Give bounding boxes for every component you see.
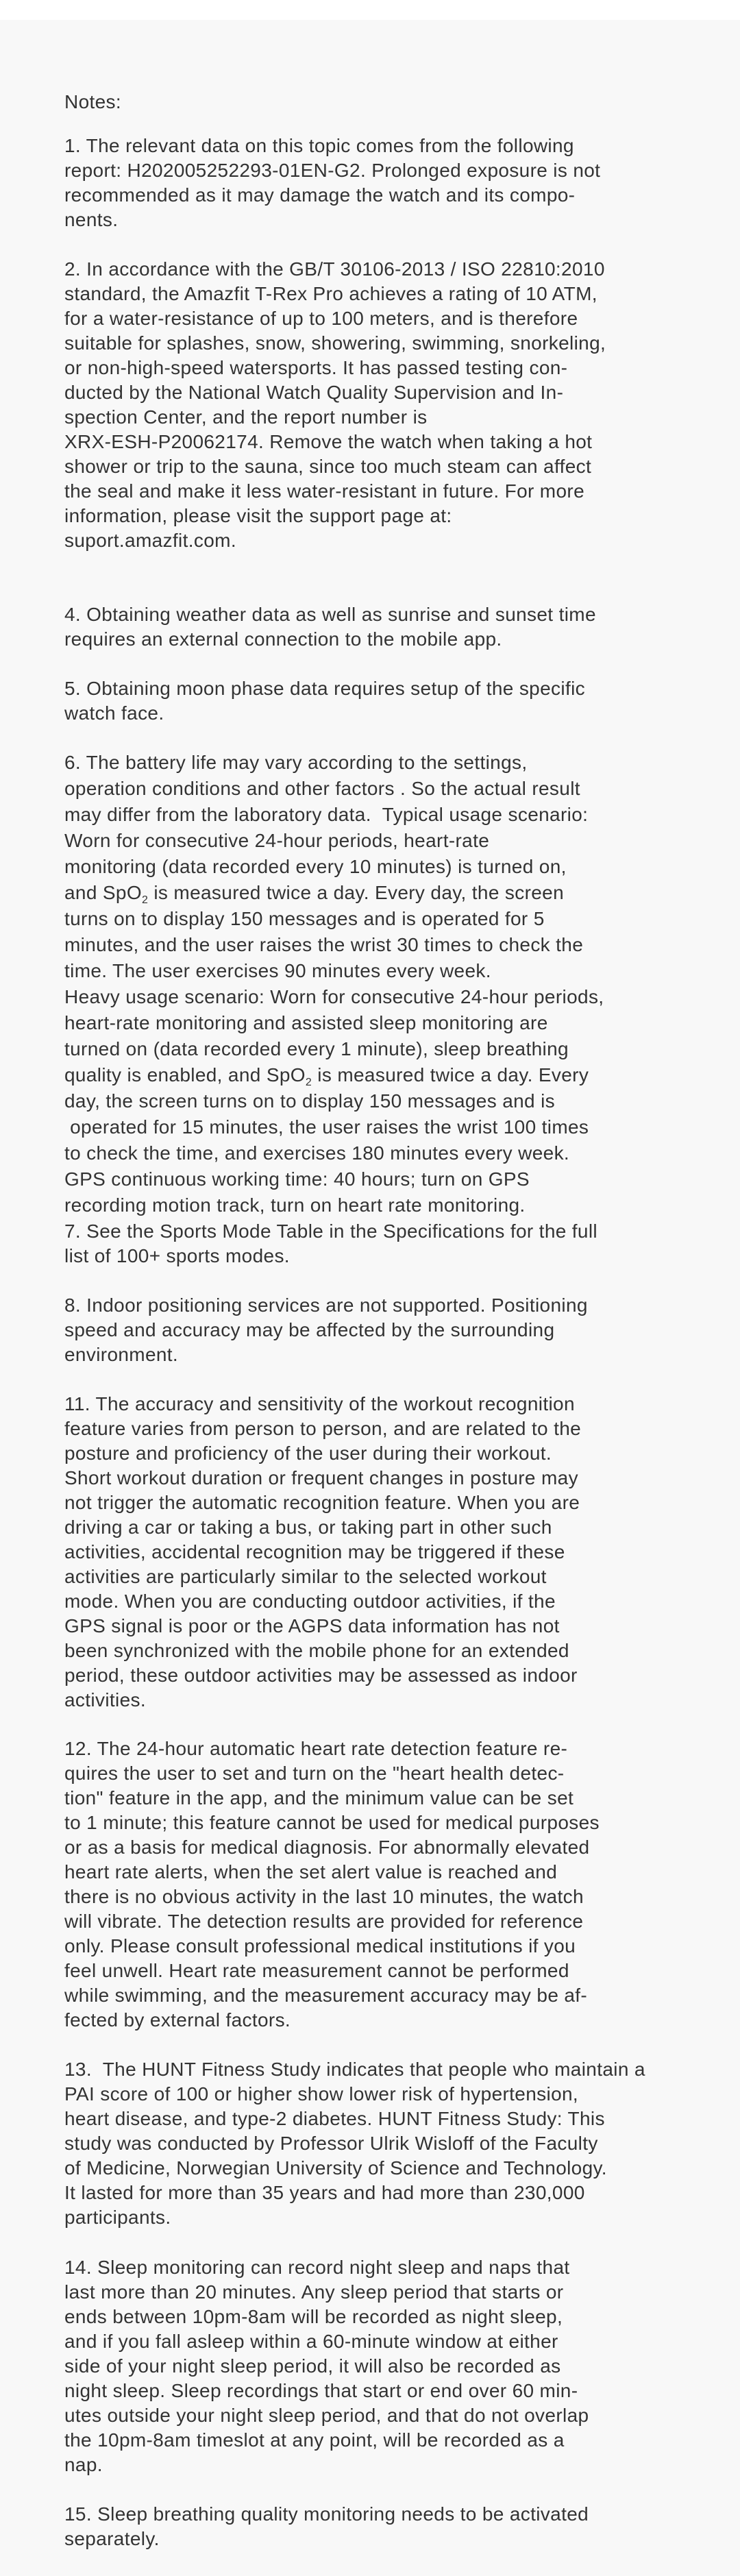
note-line: XRX-ESH-P20062174. Remove the watch when taking a hot — [64, 431, 593, 452]
notes-heading — [64, 90, 722, 114]
text-segment: and SpO — [64, 882, 142, 903]
text-segment: is measured twice a day. Every day, the screen — [148, 882, 565, 903]
note-15 — [64, 2502, 722, 2551]
note-line: time. The user exercises 90 minutes every week. — [64, 960, 491, 981]
note-2 — [64, 257, 722, 553]
note-line: heart-rate monitoring and assisted sleep monitoring are — [64, 1012, 548, 1033]
note-line: ends between 10pm-8am will be recorded as night sleep, — [64, 2306, 563, 2327]
note-line: of Medicine, Norwegian University of Science and Technology. — [64, 2157, 607, 2179]
note-line: monitoring (data recorded every 10 minutes) is turned on, — [64, 856, 567, 877]
note-line: fected by external factors. — [64, 2009, 291, 2031]
note-14 — [64, 2255, 722, 2477]
subscript: 2 — [141, 894, 149, 906]
note-line: list of 100+ sports modes. — [64, 1245, 290, 1266]
note-line: Short workout duration or frequent changes in posture may — [64, 1467, 578, 1488]
note-line: utes outside your night sleep period, and that do not overlap — [64, 2405, 589, 2426]
note-line: 7. See the Sports Mode Table in the Specifications for the full — [64, 1220, 597, 1242]
note-line: Worn for consecutive 24-hour periods, heart-rate — [64, 830, 490, 851]
note-line: 13. The HUNT Fitness Study indicates that people who maintain a — [64, 2059, 645, 2080]
note-line: posture and proficiency of the user during their workout. — [64, 1443, 552, 1464]
note-line: shower or trip to the sauna, since too much steam can affect — [64, 456, 592, 477]
note-line: tion" feature in the app, and the minimum value can be set — [64, 1787, 574, 1808]
note-8 — [64, 1293, 722, 1367]
note-line: speed and accuracy may be affected by the surrounding — [64, 1319, 555, 1340]
note-line: 6. The battery life may vary according to the settings, — [64, 752, 528, 773]
note-line: suport.amazfit.com. — [64, 530, 236, 551]
note-line: recording motion track, turn on heart rate monitoring. — [64, 1194, 526, 1216]
subscript: 2 — [305, 1077, 312, 1088]
note-11 — [64, 1392, 722, 1713]
note-line: or non-high-speed watersports. It has passed testing con- — [64, 357, 568, 378]
note-line — [64, 880, 722, 906]
note-line: Heavy usage scenario: Worn for consecutive 24-hour periods, — [64, 986, 604, 1007]
note-line: quires the user to set and turn on the "heart health detec- — [64, 1763, 565, 1784]
note-line: participants. — [64, 2207, 171, 2228]
note-line: PAI score of 100 or higher show lower risk of hypertension, — [64, 2083, 579, 2105]
note-7 — [64, 1219, 722, 1268]
note-line: or as a basis for medical diagnosis. For abnormally elevated — [64, 1837, 590, 1858]
note-line: standard, the Amazfit T-Rex Pro achieves a rating of 10 ATM, — [64, 283, 597, 304]
note-line: 8. Indoor positioning services are not supported. Positioning — [64, 1295, 588, 1316]
note-line: watch face. — [64, 702, 164, 724]
note-line: to check the time, and exercises 180 minutes every week. — [64, 1142, 570, 1164]
note-line: driving a car or taking a bus, or taking part in other such — [64, 1517, 552, 1538]
note-line: nents. — [64, 209, 119, 230]
note-line: 4. Obtaining weather data as well as sunrise and sunset time — [64, 604, 596, 625]
notes-heading-text: Notes: — [64, 91, 122, 112]
note-line: day, the screen turns on to display 150 messages and is — [64, 1090, 556, 1112]
note-line: GPS continuous working time: 40 hours; turn on GPS — [64, 1168, 530, 1190]
note-line: last more than 20 minutes. Any sleep period that starts or — [64, 2281, 564, 2303]
note-12 — [64, 1737, 722, 2033]
note-5 — [64, 676, 722, 726]
note-line: turns on to display 150 messages and is operated for 5 — [64, 908, 545, 929]
note-line: It lasted for more than 35 years and had more than 230,000 — [64, 2182, 585, 2203]
note-line: GPS signal is poor or the AGPS data information has not — [64, 1615, 560, 1636]
note-line: activities. — [64, 1689, 146, 1710]
note-line: heart rate alerts, when the set alert value is reached and — [64, 1861, 558, 1882]
note-line: to 1 minute; this feature cannot be used for medical purposes — [64, 1812, 600, 1833]
note-line: report: H202005252293-01EN-G2. Prolonged exposure is not — [64, 160, 601, 181]
note-line: only. Please consult professional medical institutions if you — [64, 1935, 576, 1956]
note-line: activities, accidental recognition may be triggered if these — [64, 1541, 565, 1562]
note-line: the seal and make it less water-resistant in future. For more — [64, 480, 584, 502]
note-line: while swimming, and the measurement accuracy may be af- — [64, 1985, 588, 2006]
note-line: for a water-resistance of up to 100 meters, and is therefore — [64, 308, 578, 329]
note-line: 2. In accordance with the GB/T 30106-2013 / ISO 22810:2010 — [64, 258, 605, 280]
note-line: 14. Sleep monitoring can record night sleep and naps that — [64, 2257, 570, 2278]
note-line: environment. — [64, 1344, 179, 1365]
note-line: 15. Sleep breathing quality monitoring needs to be activated — [64, 2503, 589, 2525]
note-line — [64, 1062, 722, 1088]
note-line: requires an external connection to the mobile app. — [64, 628, 502, 650]
note-line: operation conditions and other factors . So the actual result — [64, 778, 580, 799]
note-line: activities are particularly similar to the selected workout — [64, 1566, 547, 1587]
note-line: mode. When you are conducting outdoor activities, if the — [64, 1591, 556, 1612]
note-line: feel unwell. Heart rate measurement cannot be performed — [64, 1960, 569, 1981]
note-line: may differ from the laboratory data. Typical usage scenario: — [64, 804, 589, 825]
note-line: minutes, and the user raises the wrist 30 times to check the — [64, 934, 584, 955]
note-line: turned on (data recorded every 1 minute), sleep breathing — [64, 1038, 569, 1059]
text-segment: is measured twice a day. Every — [312, 1064, 589, 1085]
note-line: there is no obvious activity in the last 10 minutes, the watch — [64, 1886, 584, 1907]
note-6 — [64, 750, 722, 1218]
note-line: spection Center, and the report number is — [64, 406, 428, 428]
note-line: side of your night sleep period, it will also be recorded as — [64, 2355, 561, 2377]
note-line: will vibrate. The detection results are provided for reference — [64, 1911, 584, 1932]
top-bar — [0, 0, 740, 20]
note-line: separately. — [64, 2528, 160, 2549]
note-line: ducted by the National Watch Quality Supervision and In- — [64, 382, 564, 403]
note-line: 5. Obtaining moon phase data requires setup of the specific — [64, 678, 585, 699]
note-line: heart disease, and type-2 diabetes. HUNT Fitness Study: This — [64, 2108, 605, 2129]
note-line: operated for 15 minutes, the user raises the wrist 100 times — [64, 1116, 589, 1138]
note-line: recommended as it may damage the watch and its compo- — [64, 184, 576, 206]
note-line: and if you fall asleep within a 60-minute window at either — [64, 2331, 558, 2352]
note-4 — [64, 602, 722, 652]
note-13 — [64, 2057, 722, 2230]
note-line: study was conducted by Professor Ulrik Wisloff of the Faculty — [64, 2133, 598, 2154]
note-1 — [64, 134, 722, 232]
note-line: 1. The relevant data on this topic comes from the following — [64, 135, 574, 156]
note-line: nap. — [64, 2454, 103, 2475]
note-line: 12. The 24-hour automatic heart rate detection feature re- — [64, 1738, 568, 1759]
note-line: 11. The accuracy and sensitivity of the workout recognition — [64, 1393, 575, 1414]
note-line: period, these outdoor activities may be assessed as indoor — [64, 1665, 578, 1686]
note-line: not trigger the automatic recognition feature. When you are — [64, 1492, 580, 1513]
note-line: feature varies from person to person, and are related to the — [64, 1418, 582, 1439]
note-line: information, please visit the support page at: — [64, 505, 452, 526]
note-line: suitable for splashes, snow, showering, swimming, snorkeling, — [64, 332, 606, 354]
note-line: the 10pm-8am timeslot at any point, will be recorded as a — [64, 2429, 565, 2451]
text-segment: quality is enabled, and SpO — [64, 1064, 306, 1085]
note-line: been synchronized with the mobile phone for an extended — [64, 1640, 569, 1661]
note-line: night sleep. Sleep recordings that start or end over 60 min- — [64, 2380, 578, 2401]
